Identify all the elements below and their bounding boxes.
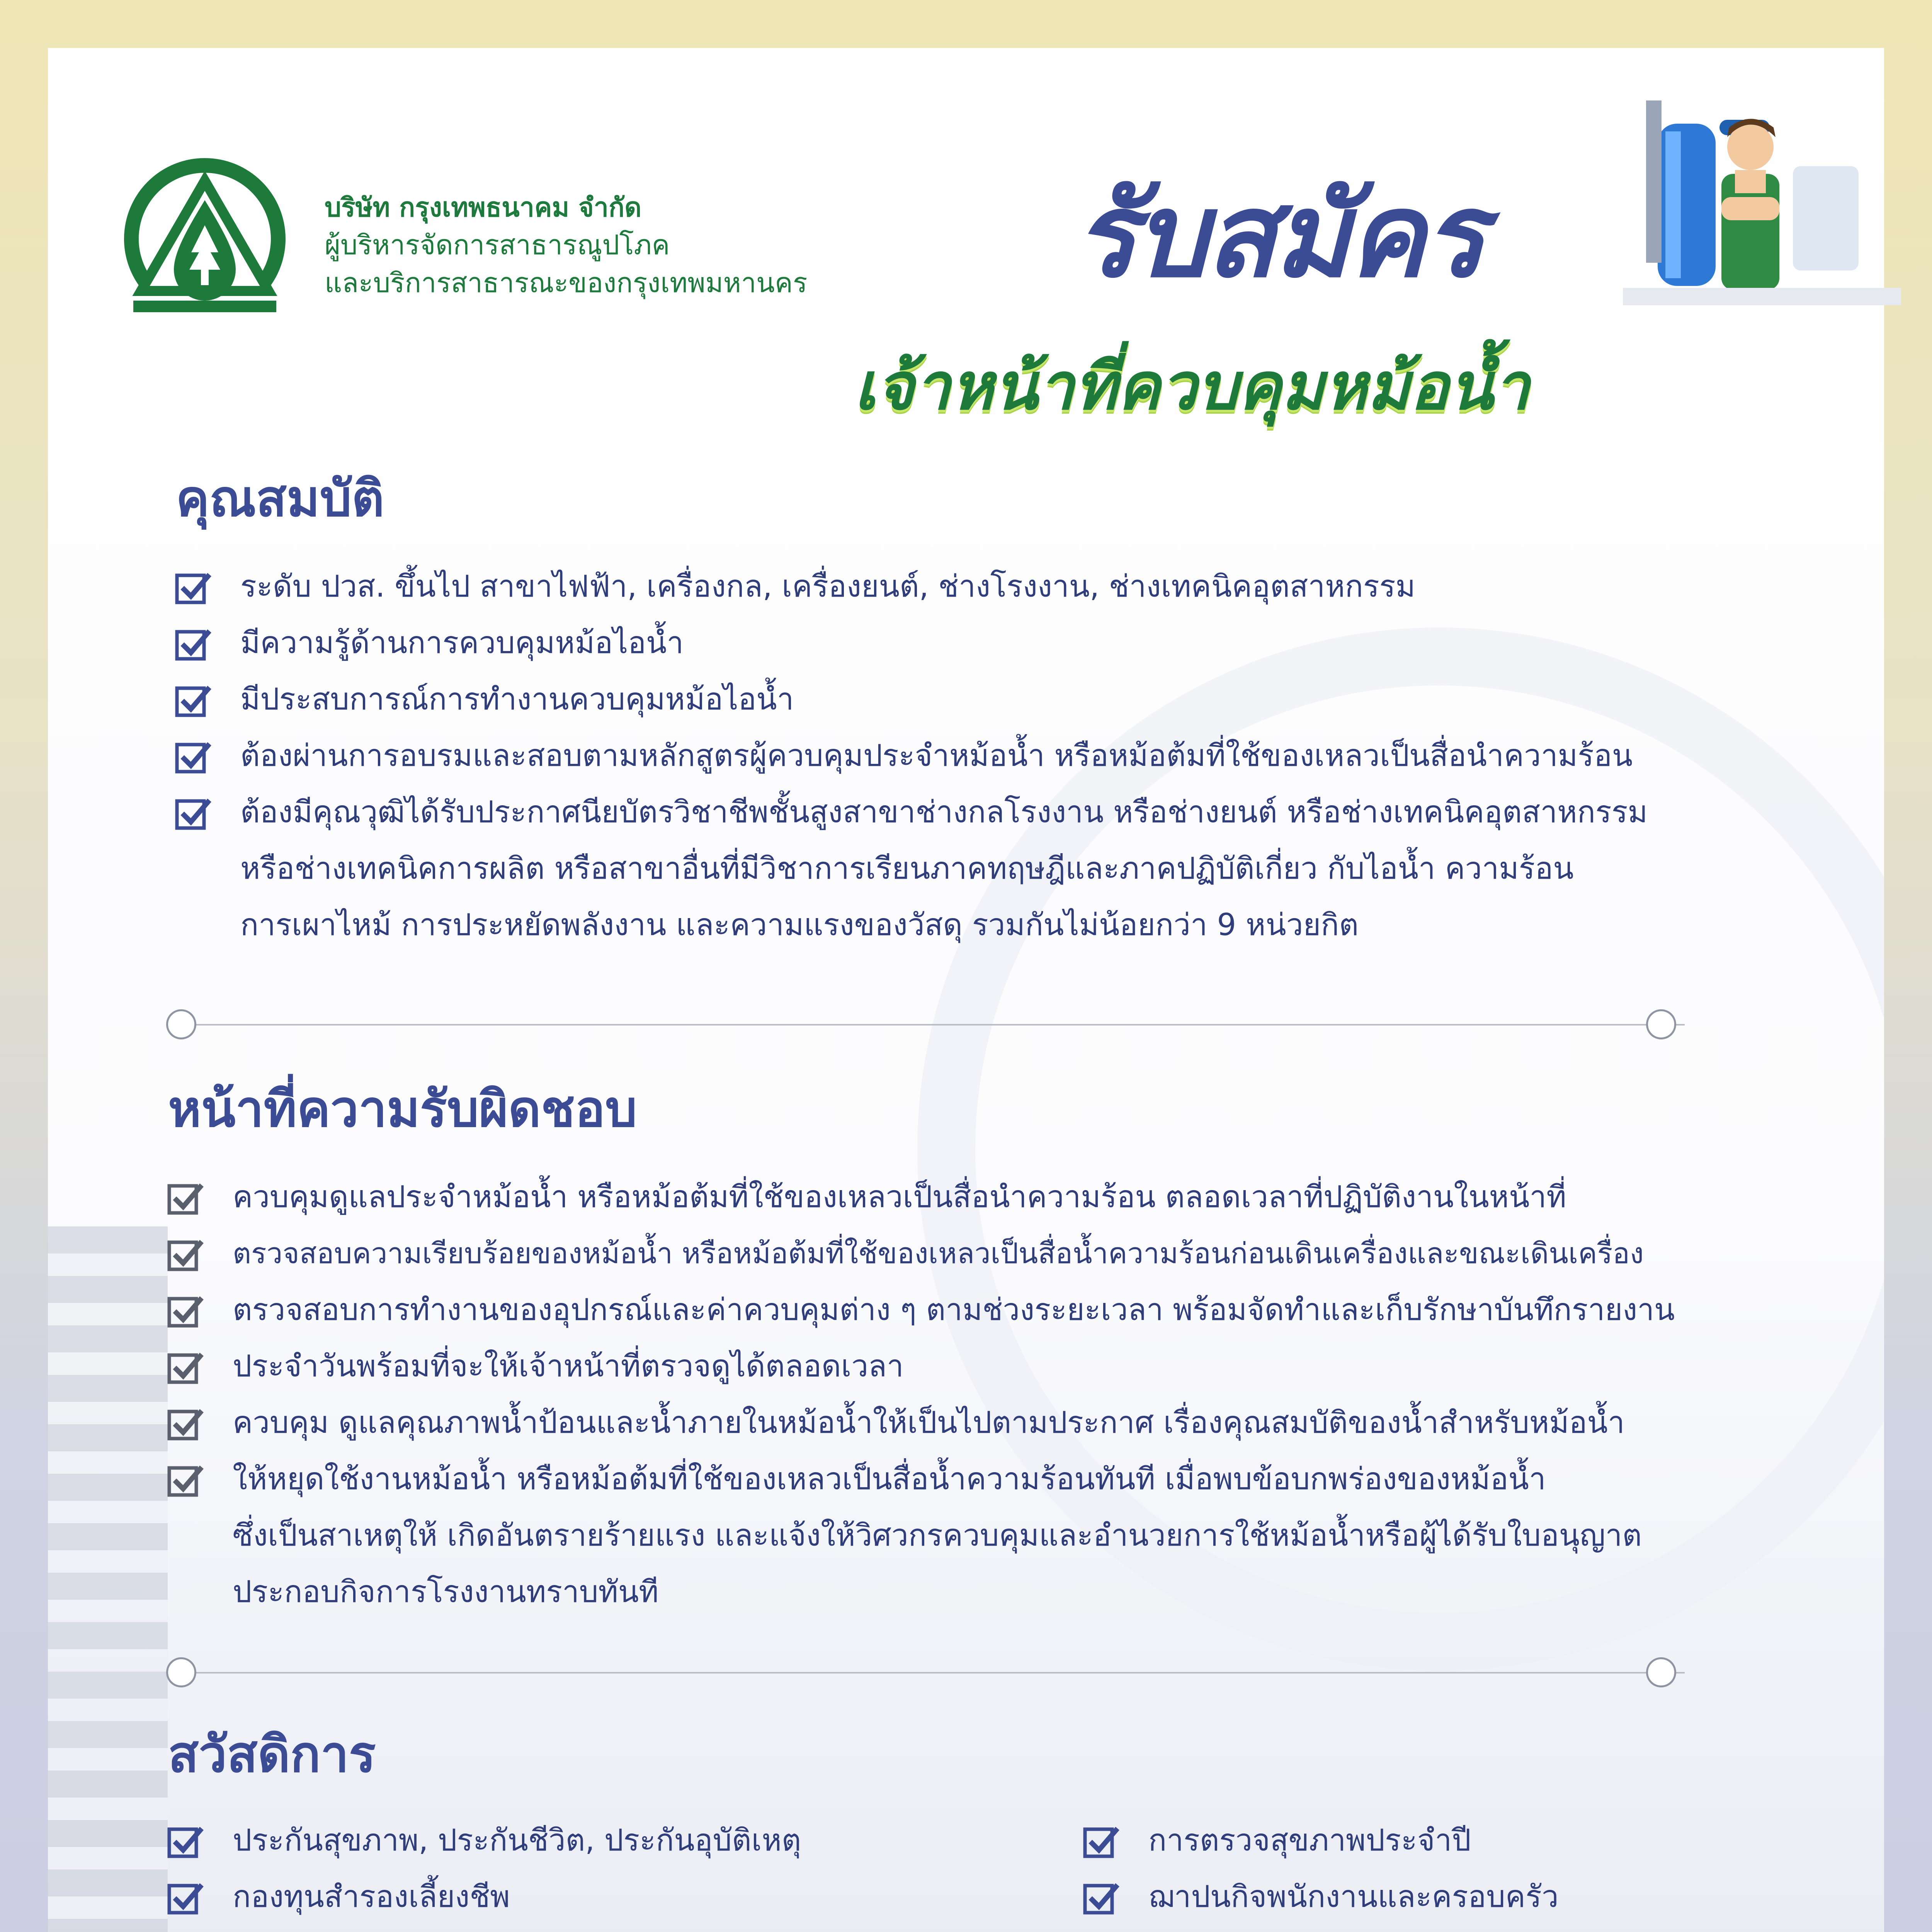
welfare-item [166, 1925, 595, 1932]
divider-dot-left [166, 1657, 196, 1687]
qualification-text [240, 784, 1648, 953]
checkbox-icon [174, 737, 213, 776]
welfare-item [1082, 1812, 1471, 1869]
qualification-item [174, 671, 794, 728]
duty-item [166, 1451, 1642, 1620]
duty-text: ควบคุม ดูแลคุณภาพน้ำป้อนและน้ำภายในหม้อน้ำให้เป็นไปตามประกาศ เรื่องคุณสมบัติของน้ำสำหรับหม้อน้ำ [233, 1405, 1625, 1440]
duty-item [166, 1169, 1566, 1225]
checkbox-icon [166, 1178, 205, 1217]
checkbox-icon [166, 1460, 205, 1499]
checkbox-icon [166, 1235, 205, 1273]
checkbox-icon [166, 1404, 205, 1442]
duties-title: หน้าที่ความรับผิดชอบ [168, 1080, 637, 1138]
checkbox-icon [166, 1347, 205, 1386]
welfare-item [166, 1812, 801, 1869]
company-tagline-2: และบริการสาธารณะของกรุงเทพมหานคร [325, 267, 808, 299]
headline-recruiting: รับสมัคร [1074, 168, 1483, 303]
welfare-text [233, 1925, 595, 1932]
qualification-item [174, 784, 1648, 953]
welfare-text [1148, 1925, 1302, 1932]
poster-card [48, 48, 1884, 1932]
headline-position: เจ้าหน้าที่ควบคุมหม้อน้ำ [854, 349, 1530, 424]
company-logo-icon [118, 154, 292, 324]
qualification-text-line: การเผาไหม้ การประหยัดพลังงาน และความแรงของวัสดุ รวมกันไม่น้อยกว่า 9 หน่วยกิต [240, 908, 1359, 942]
welfare-item [1082, 1925, 1302, 1932]
duty-text-line: ให้หยุดใช้งานหม้อน้ำ หรือหม้อต้มที่ใช้ของเหลวเป็นสื่อน้ำความร้อนทันที เมื่อพบข้อบกพร่องของหม้อน้ำ [233, 1462, 1546, 1497]
company-tagline-1: ผู้บริหารจัดการสาธารณูปโภค [325, 229, 670, 261]
divider-dot-right [1646, 1009, 1676, 1039]
checkbox-icon [166, 1291, 205, 1330]
welfare-text: กองทุนสำรองเลี้ยงชีพ [233, 1879, 510, 1914]
boiler-technician-illustration-icon [1623, 73, 1901, 305]
duty-text-line: ซึ่งเป็นสาเหตุให้ เกิดอันตรายร้ายแรง และแจ้งให้วิศวกรควบคุมและอำนวยการใช้หม้อน้ำหรือผู้ได้รับใบอนุญาต [233, 1518, 1642, 1553]
qualification-item [174, 728, 1633, 784]
divider-dot-right [1646, 1657, 1676, 1687]
checkbox-icon [166, 1821, 205, 1860]
qualifications-title: คุณสมบัติ [176, 469, 384, 528]
section-divider [166, 1672, 1685, 1673]
qualification-text-line: หรือช่างเทคนิคการผลิต หรือสาขาอื่นที่มีวิชาการเรียนภาคทฤษฎีและภาคปฏิบัติเกี่ยว กับไอน้ำ ความร้อน [240, 851, 1574, 886]
duty-item [166, 1282, 1675, 1338]
qualification-item [174, 615, 684, 671]
qualification-text: ระดับ ปวส. ขึ้นไป สาขาไฟฟ้า, เครื่องกล, เครื่องยนต์, ช่างโรงงาน, ช่างเทคนิคอุตสาหกรรม [240, 569, 1416, 604]
duty-text: ประจำวันพร้อมที่จะให้เจ้าหน้าที่ตรวจดูได้ตลอดเวลา [233, 1349, 904, 1384]
building-photo-left [48, 1226, 168, 1932]
welfare-text: การตรวจสุขภาพประจำปี [1148, 1823, 1471, 1858]
checkbox-icon [174, 680, 213, 719]
divider-dot-left [166, 1009, 196, 1039]
qualification-text: ต้องผ่านการอบรมและสอบตามหลักสูตรผู้ควบคุมประจำหม้อน้ำ หรือหม้อต้มที่ใช้ของเหลวเป็นสื่อนำความร้อน [240, 738, 1633, 773]
duty-text: ตรวจสอบการทำงานของอุปกรณ์และค่าควบคุมต่าง ๆ ตามช่วงระยะเวลา พร้อมจัดทำและเก็บรักษาบันทึกรายงาน [233, 1293, 1675, 1327]
company-name: บริษัท กรุงเทพธนาคม จำกัด [325, 192, 642, 223]
qualification-text: มีประสบการณ์การทำงานควบคุมหม้อไอน้ำ [240, 682, 794, 717]
welfare-item [1082, 1869, 1559, 1925]
checkbox-icon [174, 624, 213, 663]
qualification-text: มีความรู้ด้านการควบคุมหม้อไอน้ำ [240, 626, 684, 660]
welfare-title: สวัสดิการ [168, 1725, 376, 1784]
company-block [325, 189, 981, 302]
qualification-text-line: ต้องมีคุณวุฒิได้รับประกาศนียบัตรวิชาชีพชั้นสูงสาขาช่างกลโรงงาน หรือช่างยนต์ หรือช่างเทคนิคอุตสาหกรรม [240, 795, 1648, 830]
checkbox-icon [174, 568, 213, 606]
duty-item [166, 1395, 1625, 1451]
checkbox-icon [174, 793, 213, 832]
duty-item [166, 1338, 904, 1395]
section-divider [166, 1024, 1685, 1026]
checkbox-icon [1082, 1878, 1121, 1917]
welfare-item [166, 1869, 510, 1925]
welfare-text: ฌาปนกิจพนักงานและครอบครัว [1148, 1879, 1559, 1914]
checkbox-icon [1082, 1821, 1121, 1860]
qualification-item [174, 558, 1415, 615]
welfare-text: ประกันสุขภาพ, ประกันชีวิต, ประกันอุบัติเหตุ [233, 1823, 801, 1858]
duty-text [233, 1451, 1642, 1620]
duty-text: ตรวจสอบความเรียบร้อยของหม้อน้ำ หรือหม้อต้มที่ใช้ของเหลวเป็นสื่อน้ำความร้อนก่อนเดินเครื่องและขณะเดินเครื่อง [233, 1237, 1644, 1270]
duty-item [166, 1225, 1644, 1282]
duty-text: ควบคุมดูแลประจำหม้อน้ำ หรือหม้อต้มที่ใช้ของเหลวเป็นสื่อนำความร้อน ตลอดเวลาที่ปฏิบัติงานในหน้าที่ [233, 1180, 1566, 1214]
duty-text-line: ประกอบกิจการโรงงานทราบทันที [233, 1575, 659, 1609]
checkbox-icon [166, 1878, 205, 1917]
